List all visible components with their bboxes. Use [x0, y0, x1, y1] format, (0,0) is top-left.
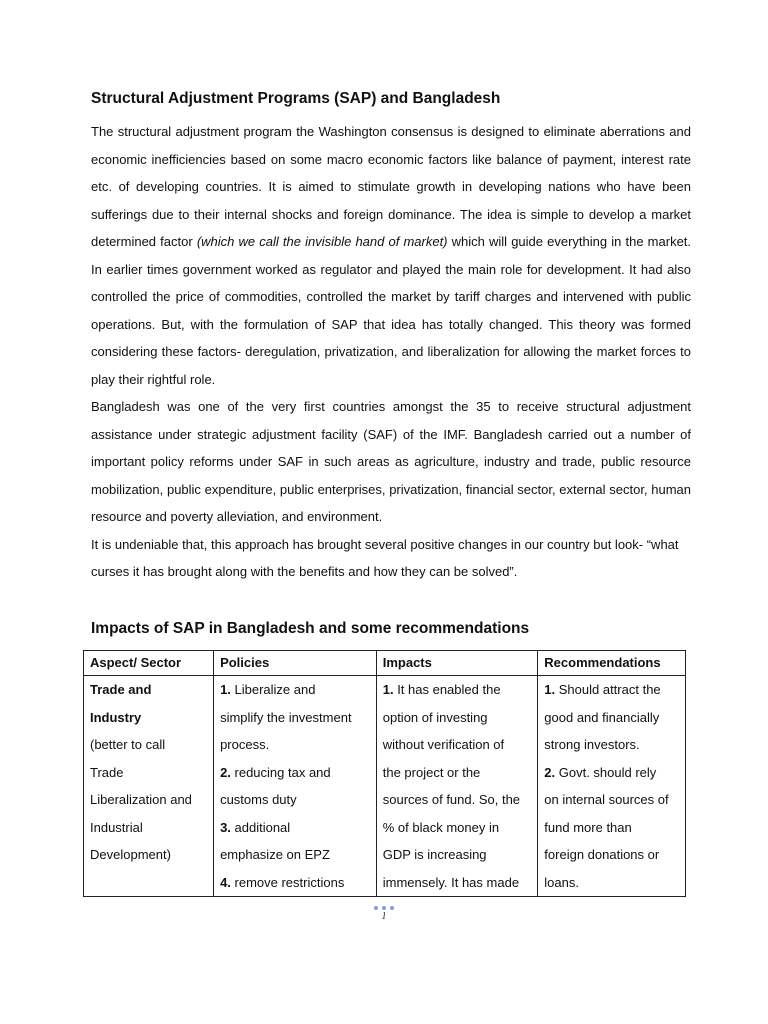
header-impacts: Impacts: [376, 651, 538, 676]
paragraph-bangladesh: Bangladesh was one of the very first countries amongst the 35 to receive structural adjustment assistance under strategic adjustment facility (SAF) of the IMF. Bangladesh carried out a number of important policy reforms under SAF in such areas as agriculture, industry and trade, public resource mobilization, public expenditure, public enterprises, privatization, financial sector, external sector, human resource and poverty alleviation, and environment.: [91, 399, 691, 524]
impact-line: without verification of: [382, 737, 505, 752]
policy-text: Liberalize and: [230, 682, 316, 697]
policy-line: [220, 814, 370, 842]
impact-line: the project or the: [382, 764, 481, 780]
policy-text: remove restrictions: [230, 874, 345, 890]
policy-line: emphasize on EPZ: [220, 847, 330, 862]
page-footer: [372, 906, 396, 922]
aspect-line: Trade and: [90, 682, 152, 697]
policy-line: [220, 869, 370, 897]
dot-icon: [382, 906, 386, 910]
header-policies: Policies: [214, 651, 377, 676]
recommendation-number: 1.: [544, 682, 556, 697]
recommendation-line: on internal sources of: [544, 792, 669, 807]
policy-line: process.: [220, 737, 270, 752]
cell-policies: [214, 676, 377, 897]
policy-line: simplify the investment: [220, 709, 352, 725]
recommendation-text: Govt. should rely: [555, 764, 657, 780]
policy-line: customs duty: [220, 792, 297, 807]
impact-line: GDP is increasing: [382, 847, 487, 862]
recommendation-line: strong investors.: [544, 737, 640, 752]
paragraph-intro-part1: The structural adjustment program the Washington consensus is designed to eliminate aberrations and economic inefficiencies based on some macro economic factors like balance of payment, interest rate etc. of developing countries. It is aimed to stimulate growth in developing nations who have been sufferings due to their internal shocks and foreign dominance. The idea is simple to develop a market determined factor: [91, 124, 691, 249]
aspect-line: Industry: [90, 709, 142, 725]
impact-line: immensely. It has made: [382, 874, 520, 890]
aspect-line: Development): [90, 847, 171, 862]
policy-line: [220, 676, 370, 704]
paragraph-intro: [91, 118, 691, 393]
impact-line: % of black money in: [382, 819, 500, 835]
recommendation-line: [544, 676, 679, 704]
document-title: Structural Adjustment Programs (SAP) and Bangladesh: [91, 90, 501, 107]
impact-line: option of investing: [382, 709, 488, 725]
dot-icon: [390, 906, 394, 910]
page-number: 1: [381, 911, 387, 922]
aspect-line: (better to call: [90, 737, 166, 752]
paragraph-conclusion: It is undeniable that, this approach has brought several positive changes in our country but look- “what curses it has brought along with the benefits and how they can be solved”.: [91, 536, 679, 579]
section-subtitle: Impacts of SAP in Bangladesh and some recommendations: [91, 620, 530, 637]
policy-line: [220, 759, 370, 787]
paragraph-intro-part2: which will guide everything in the market. In earlier times government worked as regulator and played the main role for development. It had also controlled the price of commodities, controlled the market by tariff charges and intervened with public operations. But, with the formulation of SAP that idea has totally changed. This theory was formed considering these factors- deregulation, privatization, and liberalization for allowing the market forces to play their rightful role.: [91, 234, 692, 387]
impact-text: It has enabled the: [393, 682, 501, 697]
aspect-line: Industrial: [90, 819, 143, 835]
recommendation-line: fund more than: [544, 819, 632, 835]
header-aspect: Aspect/ Sector: [84, 651, 214, 676]
policy-text: reducing tax and: [230, 764, 331, 780]
recommendation-line: good and financially: [544, 709, 660, 725]
aspect-line: Liberalization and: [90, 792, 192, 807]
header-recommendations: Recommendations: [538, 651, 686, 676]
recommendation-line: loans.: [544, 874, 579, 890]
policy-text: additional: [230, 819, 291, 835]
cell-recommendations: [538, 676, 686, 897]
table-header-row: [84, 651, 686, 676]
paragraph-intro-italic: (which we call the invisible hand of market): [196, 234, 448, 249]
policy-number: 2.: [220, 764, 231, 780]
document-body: [91, 118, 691, 586]
recommendation-number: 2.: [544, 764, 556, 780]
recommendation-line: [544, 759, 679, 787]
policy-number: 4.: [220, 874, 231, 890]
footer-dots-icon: [372, 906, 396, 910]
table-row: [84, 676, 686, 897]
impact-number: 1.: [382, 682, 394, 697]
policy-number: 1.: [220, 682, 231, 697]
impact-line: sources of fund. So, the: [382, 792, 521, 807]
dot-icon: [374, 906, 378, 910]
impact-line: [383, 676, 532, 704]
cell-aspect: [84, 676, 214, 897]
impacts-table: [83, 650, 686, 897]
cell-impacts: [376, 676, 538, 897]
aspect-line: Trade: [90, 764, 124, 780]
policy-number: 3.: [220, 819, 231, 835]
recommendation-text: Should attract the: [555, 682, 661, 697]
recommendation-line: foreign donations or: [544, 847, 660, 862]
